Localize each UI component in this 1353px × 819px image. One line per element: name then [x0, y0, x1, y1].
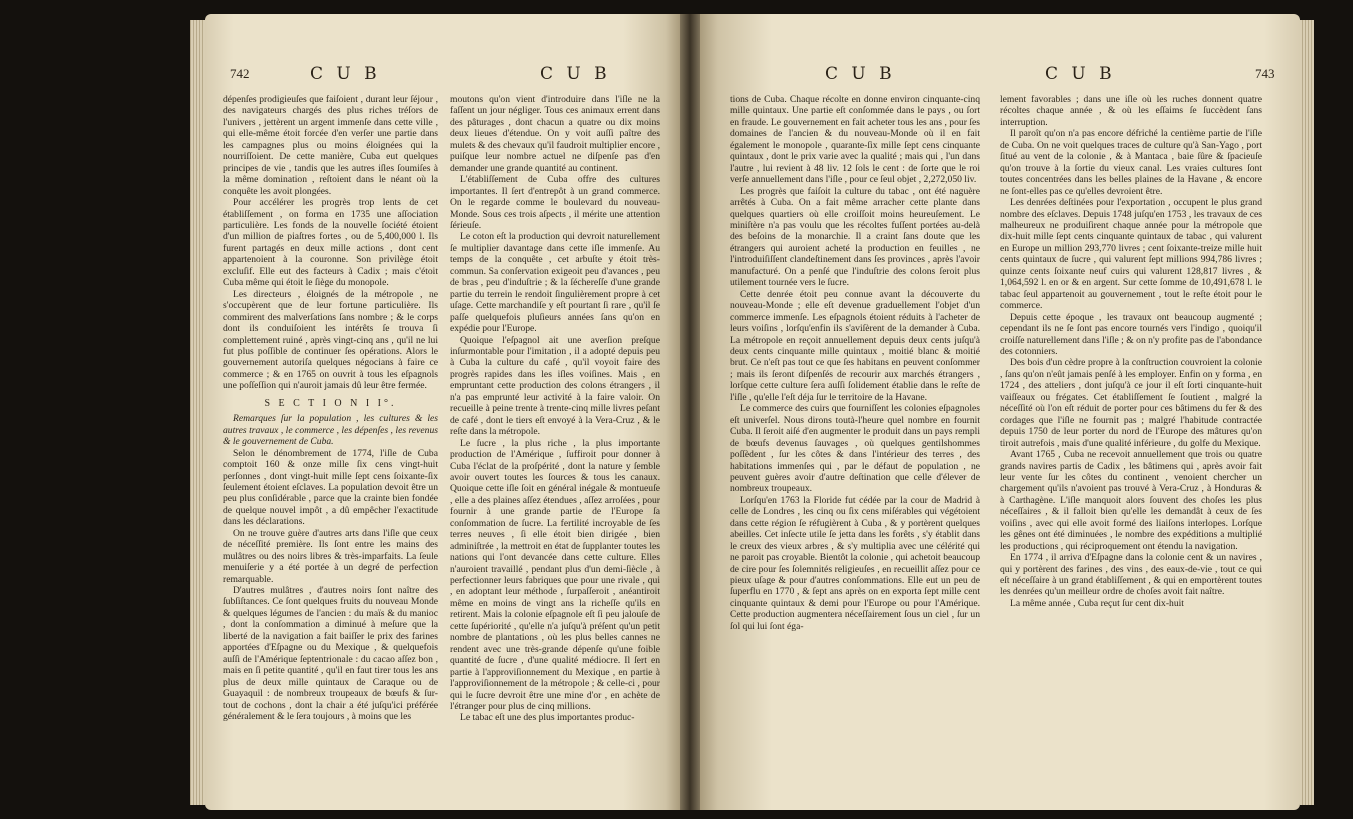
left-page-edges: [190, 20, 205, 805]
paragraph: Le ſucre , la plus riche , la plus importante production de l'Amérique , ſuffiroit pour donner à Cuba l'éclat de la proſpérité , dont la nature y ſemble avoir ouvert toutes les ſources & tous les canaux. Quoique cette iſle ſoit en général inégale & montueuſe , elle a des plaines aſſez étendues , aſſez arroſées , pour fournir à une grande partie de l'Europe ſa conſommation de ſucre. La fertilité incroyable de ſes terres neuves , ſi elle étoit bien dirigée , bien adminiſtrée , la mettroit en état de ſupplanter toutes les nations qui l'ont devancée dans cette culture. Elles n'auroient travaillé , pendant plus d'un demi-ſiècle , à perfectionner leurs fabriques que pour une rivale , qui , en adoptant leur méthode , ſurpaſſeroit , anéantiroit même en moins de vingt ans la richeſſe qu'ils en retirent. Mais la colonie eſpagnole eſt ſi peu jalouſe de cette ſupériorité , qu'elle n'a juſqu'à préſent qu'un petit nombre de plantations , où les plus belles cannes ne rendent avec une très-grande dépenſe qu'une foible quantité de ſucre , d'une qualité médiocre. Il ſert en partie à l'approviſionnement du Mexique , en partie à l'approviſionnement de la métropole ; & celle-ci , pour qui le ſucre devroit être une mine d'or , en achète de l'étranger pour plus de cinq millions.: [450, 437, 660, 713]
right-page-edges: [1300, 20, 1314, 805]
book-gutter: [680, 14, 700, 810]
paragraph: Il paroît qu'on n'a pas encore défriché la centième partie de l'iſle de Cuba. On ne voit quelques traces de culture qu'à San-Yago , port ſitué au vent de la colonie , & à Mantaca , baie ſûre & ſpacieuſe qu'on trouve à la ſortie du vieux canal. Les vraies cultures ſont toutes concentrées dans les belles plaines de la Havane , & encore ne ſont-elles pas ce qu'elles devroient être.: [1000, 128, 1262, 197]
paragraph: lement favorables ; dans une iſle où les ruches donnent quatre récoltes chaque année , & où les eſſaims ſe ſuccèdent ſans interruption.: [1000, 94, 1262, 128]
left-page: [205, 14, 680, 810]
paragraph: D'autres mulâtres , d'autres noirs ſont naître des ſubſiſtances. Ce ſont quelques fruits du nouveau Monde & quelques légumes de l'ancien : du maïs & du manioc , dont la conſommation a diminué à meſure que la liberté de la navigation a fait baiſſer le prix des farines apportées d'Eſpagne ou du Mexique , & quelquefois auſſi de l'Amérique ſeptentrionale : du cacao aſſez bon , mais en ſi petite quantité , qu'il en faut tirer tous les ans plus de deux mille quintaux de Caraque ou de Guayaquil : de nombreux troupeaux de bœufs & ſur-tout de cochons , dont la chair a été juſqu'ici préférée généralement & le ſera toujours , à moins que les: [223, 585, 438, 723]
paragraph: Les directeurs , éloignés de la métropole , ne s'occupèrent que de leur fortune particulière. Ils commirent des malverſations ſans nombre ; & le corps dont ils conduiſoient les intérêts ſe trouva ſi complettement ruiné , après vingt-cinq ans , qu'il ne lui fut plus poſſible de continuer ſes opérations. Alors le gouvernement autoriſa quelques négocians à faire ce commerce ; & en 1765 on ouvrit à tous les eſpagnols une poſſeſſion qui n'auroit jamais dû leur être fermée.: [223, 288, 438, 392]
paragraph: tions de Cuba. Chaque récolte en donne environ cinquante-cinq mille quintaux. Une partie eſt conſommée dans le pays , ou ſort en fraude. Le gouvernement en fait acheter tous les ans , pour ſes domaines de l'ancien & du nouveau-Monde où il en fait également le monopole , quarante-ſix mille ſept cens cinquante quintaux , dont le prix varie avec la qualité ; mais qui , l'un dans l'autre , lui revient à 48 liv. 12 ſols le cent : de ſorte que le roi verſe annuellement dans l'iſle , pour ce ſeul objet , 2,272,050 liv.: [730, 94, 980, 186]
paragraph: Depuis cette époque , les travaux ont beaucoup augmenté ; cependant ils ne ſe ſont pas encore tournés vers l'indigo , quoiqu'il croiſſe naturellement dans l'iſle ; & on n'y profite pas de l'abondance des cotonniers.: [1000, 311, 1262, 357]
left-column-2: [450, 94, 660, 724]
paragraph: Pour accélérer les progrès trop lents de cet établiſſement , on forma en 1735 une aſſociation particulière. Les fonds de la nouvelle ſociété étoient d'un million de piaſtres fortes , ou de 5,400,000 l. Ils furent partagés en deux mille actions , dont cent appartenoient à la couronne. Son privilège étoit excluſif. Elle eut des facteurs à Cadix ; mais c'étoit Cuba même qui étoit le ſiège du monopole.: [223, 197, 438, 289]
paragraph: Les progrès que faiſoit la culture du tabac , ont été naguère arrêtés à Cuba. On a fait même arracher cette plante dans quelques quartiers où elle croiſſoit moins heureuſement. Le miniſtère n'a pas voulu que les récoltes fuſſent portées au-delà des beſoins de la monarchie. Il a craint ſans doute que les étrangers qui auroient acheté la production en feuilles , ne l'introduiſiſſent clandeſtinement dans ſes provinces , après l'avoir manufacturé. On a penſé que l'induſtrie des colons ſeroit plus utilement tournée vers le ſucre.: [730, 185, 980, 289]
paragraph: moutons qu'on vient d'introduire dans l'iſle ne la faſſent un jour négliger. Tous ces animaux errent dans des pâturages , dont chacun a quatre ou dix moins deux lieues d'étendue. On y voit auſſi paître des mulets & des chevaux qu'il faudroit multiplier encore , puiſque leur nombre actuel ne diſpenſe pas d'en demander une grande quantité au continent.: [450, 94, 660, 174]
paragraph: Avant 1765 , Cuba ne recevoit annuellement que trois ou quatre grands navires partis de Cadix , les bâtimens qui , après avoir fait leur vente ſur les côtes du continent , venoient chercher un chargement qu'ils n'avoient pas trouvé à Vera-Cruz , à Honduras & à Carthagène. L'iſle manquoit alors ſouvent des choſes les plus néceſſaires , & il falloit bien qu'elle les demandât à ceux de ſes voiſins , avec qui elle avoit formé des liaiſons interlopes. Lorſque les gênes ont été diminuées , le nombre des expéditions a multiplié les productions , qui réciproquement ont étendu la navigation.: [1000, 449, 1262, 552]
paragraph: Le tabac eſt une des plus importantes produc-: [460, 712, 635, 724]
right-header-col1: C U B: [825, 64, 896, 84]
left-page-number: 742: [230, 66, 250, 81]
right-page-number: 743: [1255, 66, 1275, 81]
paragraph: dépenſes prodigieuſes que faiſoient , durant leur ſéjour , des navigateurs chargés des plus riches tréſors de l'univers , jettèrent un argent immenſe dans cette ville , qui elle-même étoit forcée d'en verſer une partie dans les campagnes plus ou moins éloignées qui la nourriſſoient. De cette manière, Cuba eut quelques principes de vie , tandis que les autres iſles ſoumiſes à la même domination , reſtoient dans le néant où la conquête les avoit plongées.: [223, 94, 438, 197]
left-column-1: [223, 94, 438, 722]
paragraph: Selon le dénombrement de 1774, l'iſle de Cuba comptoit 160 & onze mille ſix cens vingt-huit perſonnes , dont vingt-huit mille ſept cens ſoixante-ſix ſeulement étoient eſclaves. La population devoit être un peu plus conſidérable , parce que la crainte bien fondée de quelque nouvel impôt , a dû empêcher l'exactitude dans les déclarations.: [223, 447, 438, 528]
paragraph: Le coton eſt la production qui devroit naturellement ſe multiplier davantage dans cette iſle immenſe. Au temps de la conquête , cet arbuſte y étoit très-commun. Sa conſervation exigeoit peu d'avances , peu de bras , peu d'induſtrie ; & la ſéchereſſe d'une grande partie du terrein le rendoit ſingulièrement propre à cet uſage. Cette marchandiſe y eſt pourtant ſi rare , qu'il ſe paſſe quelquefois pluſieurs années ſans qu'on en expédie pour l'Europe.: [450, 231, 660, 335]
section-remark: Remarques ſur la population , les cultures & les autres travaux , le commerce , les dépenſes , les revenus & le gouvernement de Cuba.: [223, 413, 438, 448]
paragraph: Le commerce des cuirs que fourniſſent les colonies eſpagnoles eſt univerſel. Nous dirons toutà-l'heure quel nombre en fournit Cuba. Il ſeroit aiſé d'en augmenter le produit dans un pays rempli de bœufs devenus ſauvages , où quelques gentilshommes poſſèdent , ſur les côtes & dans l'intérieur des terres , des habitations immenſes qui , par le défaut de population , ne peuvent guères avoir d'autre deſtination que celle d'élever de nombreux troupeaux.: [730, 403, 980, 495]
paragraph: En 1774 , il arriva d'Eſpagne dans la colonie cent & un navires , qui y portèrent des farines , des vins , des eaux-de-vie , tout ce qui eſt néceſſaire à un grand établiſſement , & qui en emportèrent toutes les denrées qu'un meilleur ordre de choſes avoit fait naître.: [1000, 552, 1262, 598]
paragraph: Des bois d'un cèdre propre à la conſtruction couvroient la colonie , ſans qu'on n'eût jamais penſé à les employer. Enfin on y forma , en 1724 , des atteliers , dont juſqu'à ce jour il eſt ſorti cinquante-huit vaiſſeaux ou frégates. Cet établiſſement ſe ſoutient , malgré la néceſſité où l'on eſt réduit de porter pour ces bâtimens du fer & des cordages que l'iſle ne fournit pas ; malgré l'habitude contractée depuis 1750 de leur porter du nord de l'Europe des mâtures qu'on tiroit autrefois , mais d'une qualité inférieure , du golfe du Mexique.: [1000, 357, 1262, 449]
right-column-2: [1000, 94, 1262, 609]
paragraph: On ne trouve guère d'autres arts dans l'iſle que ceux de néceſſité première. Ils ſont entre les mains des mulâtres ou des noirs libres & très-imparfaits. La ſeule menuiſerie y a été portée à un degré de perfection remarquable.: [223, 527, 438, 585]
right-header-col2: C U B: [1045, 64, 1116, 84]
left-header-col2: C U B: [540, 64, 611, 84]
right-column-1: [730, 94, 980, 632]
paragraph: Quoique l'eſpagnol ait une averſion preſque inſurmontable pour l'imitation , il a adopté depuis peu à Cuba la culture du café , qu'il voyoit faire des progrès rapides dans les iſles voiſines. Mais , en empruntant cette production des colons étrangers , il n'a pas emprunté leur activité à la faire valoir. On recueille à peine trente à trente-cinq mille livres peſant de café , dont le tiers eſt envoyé à la Vera-Cruz , & le reſte dans la métropole.: [450, 334, 660, 438]
paragraph: L'établiſſement de Cuba offre des cultures importantes. Il ſert d'entrepôt à un grand commerce. On le regarde comme le boulevard du nouveau-Monde. Sous ces trois aſpects , il mérite une attention ſérieuſe.: [450, 174, 660, 231]
paragraph: Les denrées deſtinées pour l'exportation , occupent le plus grand nombre des eſclaves. Depuis 1748 juſqu'en 1753 , les travaux de ces malheureux ne produiſirent chaque année pour la métropole que dix-huit mille ſept cents cinquante quintaux de tabac , qui valurent en Europe un million 293,770 livres ; cent ſoixante-treize mille huit cents quintaux de ſucre , qui valurent ſept millions 994,786 livres ; quinze cents ſoixante neuf cuirs qui valurent 128,817 livres , & 1,064,592 l. en or & en argent. Sur cette ſomme de 10,491,678 l. le tabac ſeul appartenoit au gouvernement , tout le reſte étoit pour le commerce.: [1000, 197, 1262, 312]
left-header-col1: C U B: [310, 64, 381, 84]
right-page: [700, 14, 1300, 810]
paragraph: Cette denrée étoit peu connue avant la découverte du nouveau-Monde ; elle eſt devenue graduellement l'objet d'un commerce immenſe. Les eſpagnols étoient réduits à l'acheter de leurs voiſins , lorſqu'enfin ils s'aviſèrent de la demander à Cuba. La métropole en reçoit annuellement depuis deux cents juſqu'à deux cents cinquante mille quintaux , moitié blanc & moitié brut. Ce n'eſt pas tout ce que ſes habitans en peuvent conſommer ; mais ils ſeront diſpenſés de recourir aux marchés étrangers , lorſque cette culture ſera auſſi ſolidement établie dans le reſte de l'iſle , qu'elle l'eſt déja ſur le territoire de la Havane.: [730, 288, 980, 403]
paragraph: Lorſqu'en 1763 la Floride fut cédée par la cour de Madrid à celle de Londres , les cinq ou ſix cens miſérables qui végétoient dans cette région ſe réfugièrent à Cuba , & y portèrent quelques abeilles. Cet inſecte utile ſe jetta dans les forêts , s'y établit dans le creux des vieux arbres , & s'y multiplia avec une célérité qui ne paroit pas croyable. Bientôt la colonie , qui achetoit beaucoup de cire pour ſes ſolemnités religieuſes , en recueillit aſſez pour ce pieux uſage & pour d'autres conſommations. Elle eut un peu de ſuperflu en 1770 , & ſept ans après on en exporta ſept mille cent cinquante quintaux & demi pour l'Europe ou pour l'Amérique. Cette production augmentera néceſſairement ſous un ciel , ſur un ſol qui lui ſont éga-: [730, 494, 980, 632]
section-title: S E C T I O N I I°.: [264, 397, 397, 409]
paragraph: La même année , Cuba reçut ſur cent dix-huit: [1010, 597, 1184, 609]
